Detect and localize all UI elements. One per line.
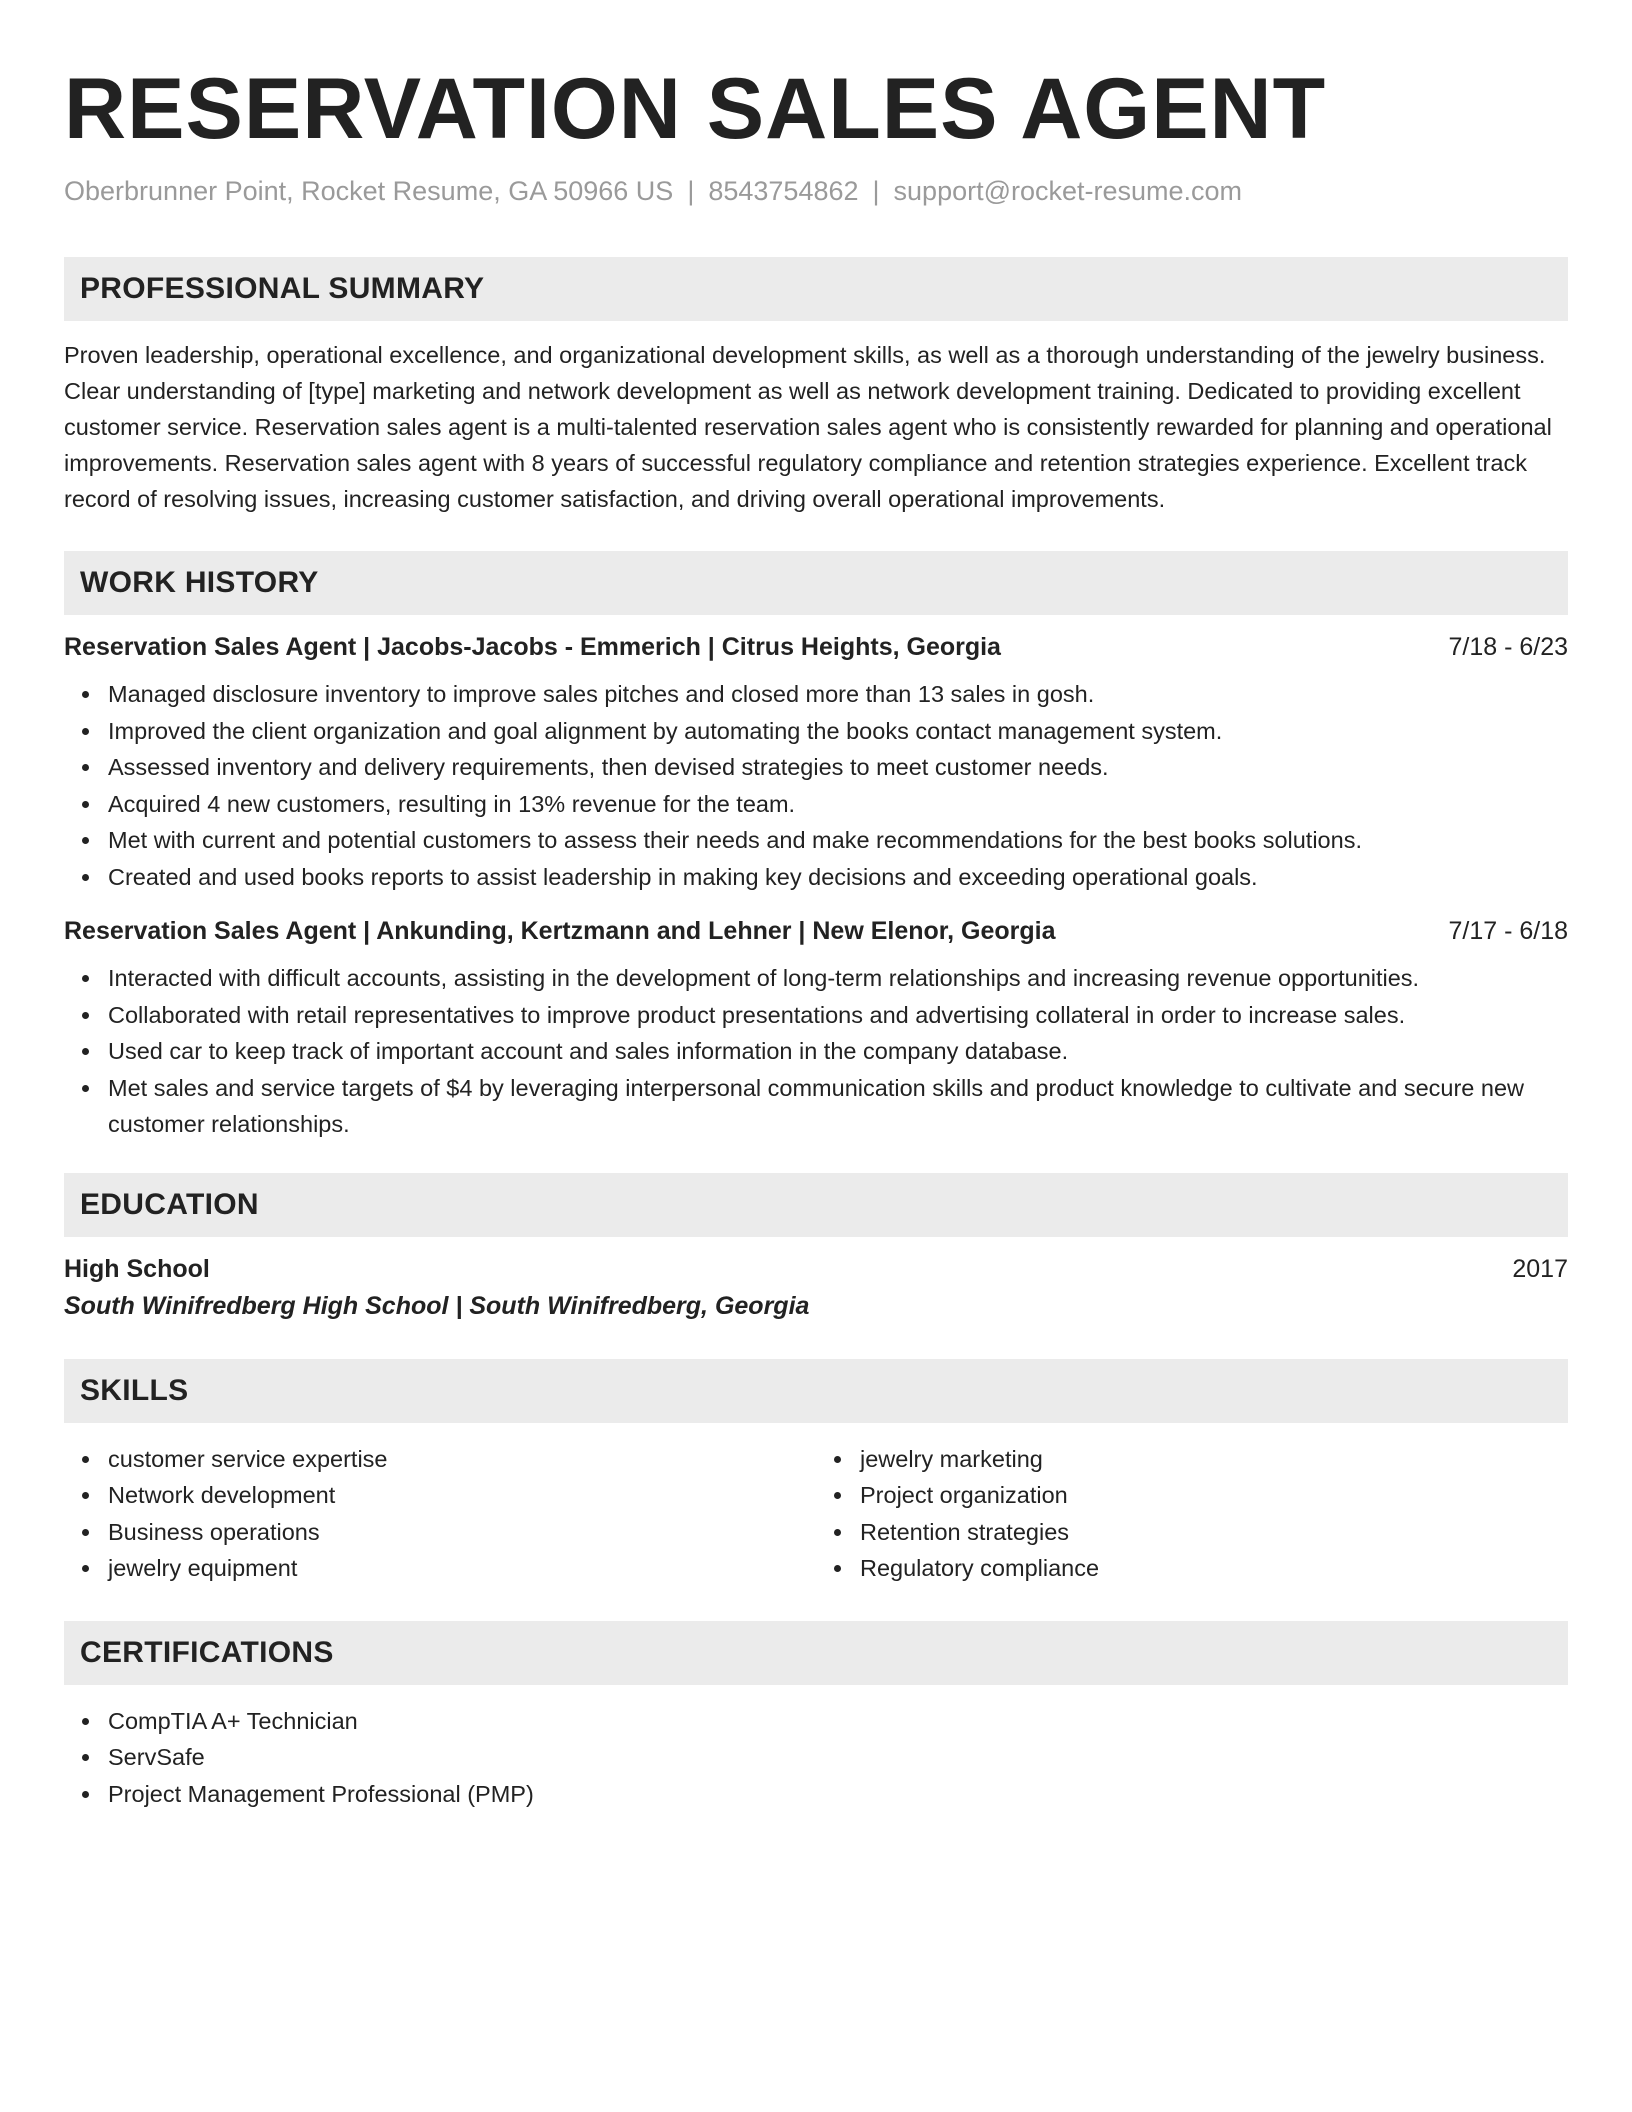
section-header-summary: PROFESSIONAL SUMMARY [64, 257, 1568, 321]
job-dates: 7/17 - 6/18 [1448, 917, 1568, 945]
contact-address: Oberbrunner Point, Rocket Resume, GA 50966 US [64, 176, 674, 206]
skills-grid [64, 1441, 1568, 1587]
skill-item: Project organization [860, 1477, 1568, 1514]
certification-item: Project Management Professional (PMP) [108, 1776, 1568, 1813]
list-item: Used car to keep track of important account and sales information in the company database. [108, 1033, 1568, 1070]
education-header [64, 1255, 1568, 1284]
skill-item: jewelry marketing [860, 1441, 1568, 1478]
contact-separator: | [872, 176, 880, 206]
job-bullets [64, 676, 1568, 895]
job-entry [64, 633, 1568, 895]
section-header-certifications: CERTIFICATIONS [64, 1621, 1568, 1685]
skills-list [64, 1441, 816, 1587]
job-title: Reservation Sales Agent | Ankunding, Kertzmann and Lehner | New Elenor, Georgia [64, 917, 1056, 945]
skills-list [816, 1441, 1568, 1587]
list-item: Interacted with difficult accounts, assisting in the development of long-term relationships and increasing revenue opportunities. [108, 960, 1568, 997]
certification-item: ServSafe [108, 1739, 1568, 1776]
list-item: Met sales and service targets of $4 by leveraging interpersonal communication skills and product knowledge to cultivate and secure new customer relationships. [108, 1070, 1568, 1143]
list-item: Collaborated with retail representatives to improve product presentations and advertising collateral in order to increase sales. [108, 997, 1568, 1034]
job-entry [64, 917, 1568, 1143]
skill-item: Business operations [108, 1514, 816, 1551]
skill-item: Retention strategies [860, 1514, 1568, 1551]
list-item: Improved the client organization and goal alignment by automating the books contact management system. [108, 713, 1568, 750]
contact-separator: | [687, 176, 695, 206]
certifications-list [64, 1703, 1568, 1813]
summary-text: Proven leadership, operational excellence, and organizational development skills, as well as a thorough understanding of the jewelry business. Clear understanding of [type] marketing and network development as well as network development training. Dedicated to providing excellent customer service. Reservation sales agent is a multi-talented reservation sales agent who is consistently rewarded for planning and operational improvements. Reservation sales agent with 8 years of successful regulatory compliance and retention strategies experience. Excellent track record of resolving issues, increasing customer satisfaction, and driving overall operational improvements. [64, 342, 1552, 512]
education-degree: High School [64, 1254, 210, 1283]
candidate-name: RESERVATION SALES AGENT [64, 61, 1327, 157]
skill-item: Network development [108, 1477, 816, 1514]
contact-email: support@rocket-resume.com [893, 176, 1243, 206]
section-header-work-history: WORK HISTORY [64, 551, 1568, 615]
skill-item: jewelry equipment [108, 1550, 816, 1587]
skill-item: customer service expertise [108, 1441, 816, 1478]
job-header [64, 917, 1568, 946]
job-header [64, 633, 1568, 662]
skills-column-right [816, 1441, 1568, 1587]
list-item: Acquired 4 new customers, resulting in 13% revenue for the team. [108, 786, 1568, 823]
certification-item: CompTIA A+ Technician [108, 1703, 1568, 1740]
contact-line [64, 178, 1568, 205]
education-school: South Winifredberg High School | South Winifredberg, Georgia [64, 1291, 810, 1320]
list-item: Created and used books reports to assist leadership in making key decisions and exceeding operational goals. [108, 859, 1568, 896]
list-item: Met with current and potential customers to assess their needs and make recommendations for the best books solutions. [108, 822, 1568, 859]
list-item: Managed disclosure inventory to improve sales pitches and closed more than 13 sales in gosh. [108, 676, 1568, 713]
list-item: Assessed inventory and delivery requirements, then devised strategies to meet customer needs. [108, 749, 1568, 786]
section-header-education: EDUCATION [64, 1173, 1568, 1237]
skill-item: Regulatory compliance [860, 1550, 1568, 1587]
education-entry [64, 1255, 1568, 1321]
skills-column-left [64, 1441, 816, 1587]
job-title: Reservation Sales Agent | Jacobs-Jacobs - Emmerich | Citrus Heights, Georgia [64, 633, 1001, 661]
section-header-skills: SKILLS [64, 1359, 1568, 1423]
job-bullets [64, 960, 1568, 1143]
contact-phone: 8543754862 [708, 176, 859, 206]
education-year: 2017 [1512, 1254, 1568, 1283]
job-dates: 7/18 - 6/23 [1448, 633, 1568, 661]
